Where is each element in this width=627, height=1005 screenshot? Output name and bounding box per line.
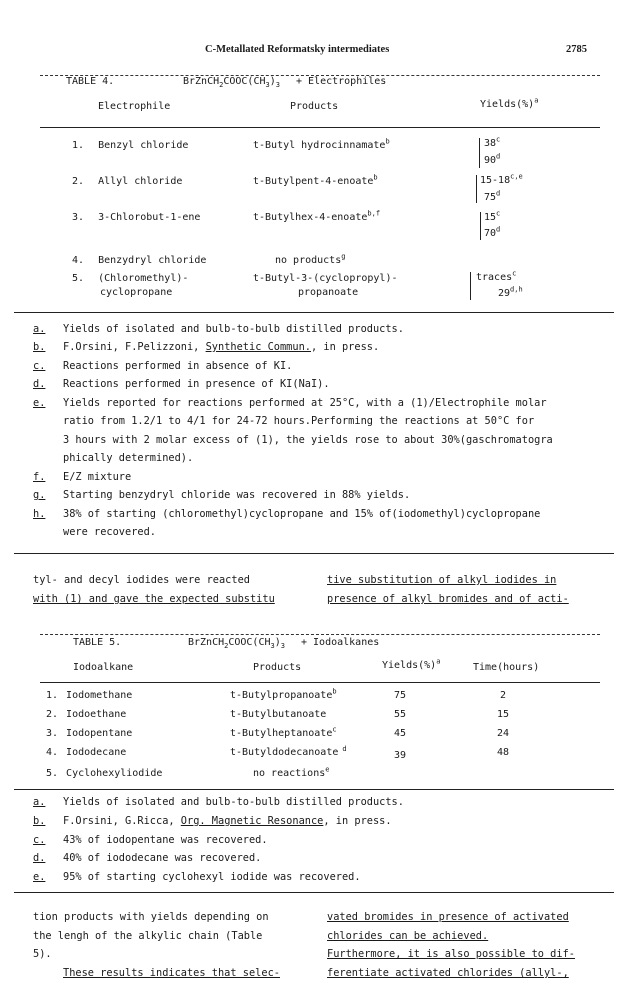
product-text: t-Butylhex-4-enoate bbox=[253, 212, 368, 223]
footnote-key: d. bbox=[33, 378, 46, 390]
body-text-right: Furthermore, it is also possible to dif- bbox=[327, 948, 575, 960]
footnote-text: , in press. bbox=[323, 815, 392, 827]
table4-caption bbox=[66, 76, 114, 87]
yield-cell bbox=[480, 172, 523, 186]
table-row bbox=[72, 212, 200, 223]
reaction-sub: 3 bbox=[275, 81, 280, 89]
product-cell: t-Butyl-3-(cyclopropyl)- bbox=[253, 273, 398, 284]
yield-cell bbox=[484, 225, 501, 239]
reaction-tail: + Electrophiles bbox=[296, 76, 387, 87]
body-text: with (1) and gave the expected substitu bbox=[33, 593, 275, 605]
footnote-marker: c,e bbox=[510, 172, 523, 181]
yields-sup: a bbox=[436, 657, 441, 666]
table5-bottom-rule bbox=[14, 789, 614, 790]
footnote-continued: 3 hours with 2 molar excess of (1), the yields rose to about 30%(gaschromatogra bbox=[63, 434, 553, 446]
footnote-marker: d bbox=[496, 152, 501, 161]
table5-caption bbox=[73, 637, 121, 648]
col-header-yields bbox=[382, 657, 441, 671]
footnote-key: e. bbox=[33, 397, 46, 409]
col-header-electrophile: Electrophile bbox=[98, 101, 171, 112]
footnote-text: Yields of isolated and bulb-to-bulb distilled products. bbox=[63, 796, 404, 808]
product-cell bbox=[230, 687, 337, 701]
table-row bbox=[46, 690, 132, 701]
footnote-text: Reactions performed in absence of KI. bbox=[63, 360, 293, 372]
footnote-marker: c bbox=[332, 725, 337, 734]
footnote bbox=[33, 834, 268, 846]
table-row bbox=[46, 768, 162, 779]
footnote bbox=[33, 489, 411, 501]
reaction-text: COOC(CH bbox=[228, 637, 271, 648]
reaction-sub: 3 bbox=[270, 642, 275, 650]
footnote-text: F.Orsini, F.Pelizzoni, bbox=[63, 341, 206, 353]
footnote-text: Yields of isolated and bulb-to-bulb distilled products. bbox=[63, 323, 404, 335]
notes5-bottom-rule bbox=[14, 892, 614, 893]
reaction-text: BrZnCH bbox=[183, 76, 220, 87]
table-row bbox=[72, 255, 206, 266]
yield-value: 15 bbox=[484, 212, 497, 223]
footnote bbox=[33, 871, 361, 883]
footnote-marker: b bbox=[332, 687, 337, 696]
product-text: t-Butylpropanoate bbox=[230, 690, 333, 701]
body-text-left: tion products with yields depending on bbox=[33, 911, 269, 923]
yield-cell: 45 bbox=[394, 728, 407, 739]
footnote-text: Reactions performed in presence of KI(NaI). bbox=[63, 378, 330, 390]
yields-label: Yields(%) bbox=[382, 660, 437, 671]
footnote bbox=[33, 471, 132, 483]
table5-reaction: $BrZnCH_2COOC(CH_3)_3$ + Iodoalkanes bbox=[188, 637, 380, 650]
reaction-tail: + Iodoalkanes bbox=[301, 637, 380, 648]
table4-bottom-rule bbox=[14, 312, 614, 313]
footnote-marker: b bbox=[373, 173, 378, 182]
footnote-marker: d bbox=[496, 189, 501, 198]
yield-bracket bbox=[476, 175, 477, 203]
footnote bbox=[33, 378, 330, 390]
table-row bbox=[72, 140, 188, 151]
body-text-right: chlorides can be achieved. bbox=[327, 930, 489, 942]
footnote-key: e. bbox=[33, 871, 46, 883]
row-number: 3. bbox=[46, 728, 59, 739]
yield-value: 15-18 bbox=[480, 175, 511, 186]
page-number: 2785 bbox=[566, 44, 587, 55]
body-text-left: the lengh of the alkylic chain (Table bbox=[33, 930, 263, 942]
product-text: t-Butylbutanoate bbox=[230, 709, 327, 720]
reaction-sub: 3 bbox=[280, 642, 285, 650]
journal-name: Synthetic Commun. bbox=[205, 341, 311, 353]
body-text-left: These results indicates that selec- bbox=[63, 967, 280, 979]
footnote-text: 40% of iododecane was recovered. bbox=[63, 852, 262, 864]
yield-bracket bbox=[480, 212, 481, 240]
yields-label: Yields(%) bbox=[480, 99, 535, 110]
footnote-key: c. bbox=[33, 360, 46, 372]
footnote-marker: c bbox=[496, 135, 501, 144]
col-header-iodoalkane: Iodoalkane bbox=[73, 662, 134, 673]
footnote-text: 95% of starting cyclohexyl iodide was recovered. bbox=[63, 871, 361, 883]
table5-header-rule bbox=[40, 682, 600, 683]
yield-bracket bbox=[470, 272, 471, 300]
row-number: 2. bbox=[72, 176, 85, 187]
col-header-products: Products bbox=[253, 662, 302, 673]
footnote-text: , in press. bbox=[310, 341, 380, 353]
table-row bbox=[72, 176, 182, 187]
table-row bbox=[46, 709, 126, 720]
footnote-key: b. bbox=[33, 815, 46, 827]
yield-value: 70 bbox=[484, 228, 497, 239]
yield-cell bbox=[484, 209, 501, 223]
yield-value: 38 bbox=[484, 138, 497, 149]
product-cell bbox=[253, 173, 378, 187]
table4-label: TABLE 4. bbox=[66, 76, 115, 87]
footnote-marker: d bbox=[496, 225, 501, 234]
body-text-right: presence of alkyl bromides and of acti- bbox=[327, 593, 569, 605]
footnote-continued: were recovered. bbox=[63, 526, 156, 538]
body-text-left bbox=[33, 593, 275, 605]
electrophile-cell: Allyl chloride bbox=[98, 176, 183, 187]
row-number: 1. bbox=[72, 140, 85, 151]
footnote-key: b. bbox=[33, 341, 46, 353]
electrophile-cell: 3-Chlorobut-1-ene bbox=[98, 212, 201, 223]
yields-sup: a bbox=[534, 96, 539, 105]
footnote-key: c. bbox=[33, 834, 46, 846]
product-cell bbox=[253, 765, 330, 779]
yield-cell bbox=[476, 269, 517, 283]
electrophile-cell: (Chloromethyl)- bbox=[98, 273, 189, 284]
body-text-left: 5). bbox=[33, 948, 52, 960]
product-text: t-Butylheptanoate bbox=[230, 728, 333, 739]
yield-cell: 39 bbox=[394, 750, 407, 761]
time-cell: 15 bbox=[497, 709, 510, 720]
time-cell: 48 bbox=[497, 747, 510, 758]
table-row bbox=[46, 747, 126, 758]
footnote-text: Starting benzydryl chloride was recovered in 88% yields. bbox=[63, 489, 411, 501]
footnote-marker: d bbox=[342, 744, 347, 753]
product-text: no reactions bbox=[253, 768, 326, 779]
row-number: 5. bbox=[46, 768, 59, 779]
table-row bbox=[46, 728, 132, 739]
yield-value: 75 bbox=[484, 192, 497, 203]
product-text: t-Butyl hydrocinnamate bbox=[253, 140, 386, 151]
product-cell bbox=[253, 209, 381, 223]
iodoalkane-cell: Iodopentane bbox=[66, 728, 133, 739]
product-cell bbox=[230, 709, 326, 720]
yield-cell bbox=[484, 135, 501, 149]
body-text-right: tive substitution of alkyl iodides in bbox=[327, 574, 557, 586]
row-number: 1. bbox=[46, 690, 59, 701]
table5-label: TABLE 5. bbox=[73, 637, 122, 648]
electrophile-cell: Benzydryl chloride bbox=[98, 255, 207, 266]
row-number: 2. bbox=[46, 709, 59, 720]
reaction-text: BrZnCH bbox=[188, 637, 225, 648]
footnote-text: 38% of starting (chloromethyl)cyclopropane and 15% of(iodomethyl)cyclopropane bbox=[63, 508, 541, 520]
product-text: t-Butylpent-4-enoate bbox=[253, 176, 374, 187]
yield-cell: 75 bbox=[394, 690, 407, 701]
footnote-key: d. bbox=[33, 852, 46, 864]
footnote bbox=[33, 397, 547, 409]
iodoalkane-cell: Cyclohexyliodide bbox=[66, 768, 163, 779]
reaction-sub: 2 bbox=[219, 81, 224, 89]
footnote bbox=[33, 341, 380, 353]
reaction-text: COOC(CH bbox=[223, 76, 266, 87]
footnote-continued: ratio from 1.2/1 to 4/1 for 24-72 hours.Performing the reactions at 50°C for bbox=[63, 415, 535, 427]
footnote bbox=[33, 323, 404, 335]
footnote-continued: phically determined). bbox=[63, 452, 194, 464]
iodoalkane-cell: Iododecane bbox=[66, 747, 127, 758]
footnote bbox=[33, 815, 392, 827]
time-cell: 24 bbox=[497, 728, 510, 739]
yield-cell bbox=[498, 285, 523, 299]
electrophile-cell-continued: cyclopropane bbox=[100, 287, 173, 298]
col-header-products: Products bbox=[290, 101, 339, 112]
footnote-text: E/Z mixture bbox=[63, 471, 132, 483]
product-text: no products bbox=[275, 255, 342, 266]
yield-cell: 55 bbox=[394, 709, 407, 720]
product-cell-continued: propanoate bbox=[298, 287, 359, 298]
yield-value: 90 bbox=[484, 155, 497, 166]
yield-value: traces bbox=[476, 272, 513, 283]
body-text-right: ferentiate activated chlorides (allyl-, bbox=[327, 967, 569, 979]
footnote bbox=[33, 796, 404, 808]
footnote-text: 43% of iodopentane was recovered. bbox=[63, 834, 268, 846]
footnote-key: g. bbox=[33, 489, 46, 501]
footnote bbox=[33, 852, 262, 864]
footnote-text: Yields reported for reactions performed at 25°C, with a (1)/Electrophile molar bbox=[63, 397, 547, 409]
footnote-marker: g bbox=[341, 252, 346, 261]
col-header-yields bbox=[480, 96, 539, 110]
yield-bracket bbox=[479, 138, 480, 168]
col-header-time: Time(hours) bbox=[473, 662, 540, 673]
table4-header-rule bbox=[40, 127, 600, 128]
product-cell bbox=[275, 252, 346, 266]
footnote-marker: c bbox=[512, 269, 517, 278]
footnote-key: h. bbox=[33, 508, 46, 520]
row-number: 5. bbox=[72, 273, 85, 284]
journal-name: Org. Magnetic Resonance bbox=[180, 815, 324, 827]
yield-value: 29 bbox=[498, 288, 511, 299]
yield-cell bbox=[484, 189, 501, 203]
reaction-sub: 2 bbox=[224, 642, 229, 650]
footnote-marker: b bbox=[385, 137, 390, 146]
electrophile-cell: Benzyl chloride bbox=[98, 140, 189, 151]
row-number: 3. bbox=[72, 212, 85, 223]
notes-bottom-rule bbox=[14, 553, 614, 554]
row-number: 4. bbox=[46, 747, 59, 758]
footnote-key: f. bbox=[33, 471, 46, 483]
footnote-marker: d,h bbox=[510, 285, 523, 294]
table4-reaction: $BrZnCH_2COOC(CH_3)_3$ + Electrophiles bbox=[183, 76, 387, 89]
table-row bbox=[72, 273, 188, 284]
footnote-key: a. bbox=[33, 796, 46, 808]
footnote-marker: b,f bbox=[367, 209, 381, 218]
footnote bbox=[33, 508, 541, 520]
reaction-sub: 3 bbox=[265, 81, 270, 89]
table5-top-rule bbox=[40, 634, 600, 635]
footnote-marker: c bbox=[496, 209, 501, 218]
running-title: C-Metallated Reformatsky intermediates bbox=[205, 44, 390, 55]
footnote-marker: e bbox=[325, 765, 330, 774]
product-cell bbox=[253, 137, 390, 151]
footnote-key: a. bbox=[33, 323, 46, 335]
product-cell bbox=[230, 725, 337, 739]
iodoalkane-cell: Iodomethane bbox=[66, 690, 133, 701]
body-text-left: tyl- and decyl iodides were reacted bbox=[33, 574, 250, 586]
yield-cell bbox=[484, 152, 501, 166]
iodoalkane-cell: Iodoethane bbox=[66, 709, 127, 720]
body-text-right: vated bromides in presence of activated bbox=[327, 911, 569, 923]
footnote bbox=[33, 360, 293, 372]
footnote-text: F.Orsini, G.Ricca, bbox=[63, 815, 181, 827]
product-cell bbox=[230, 744, 347, 758]
time-cell: 2 bbox=[500, 690, 507, 701]
row-number: 4. bbox=[72, 255, 85, 266]
product-text: t-Butyldodecanoate bbox=[230, 747, 339, 758]
